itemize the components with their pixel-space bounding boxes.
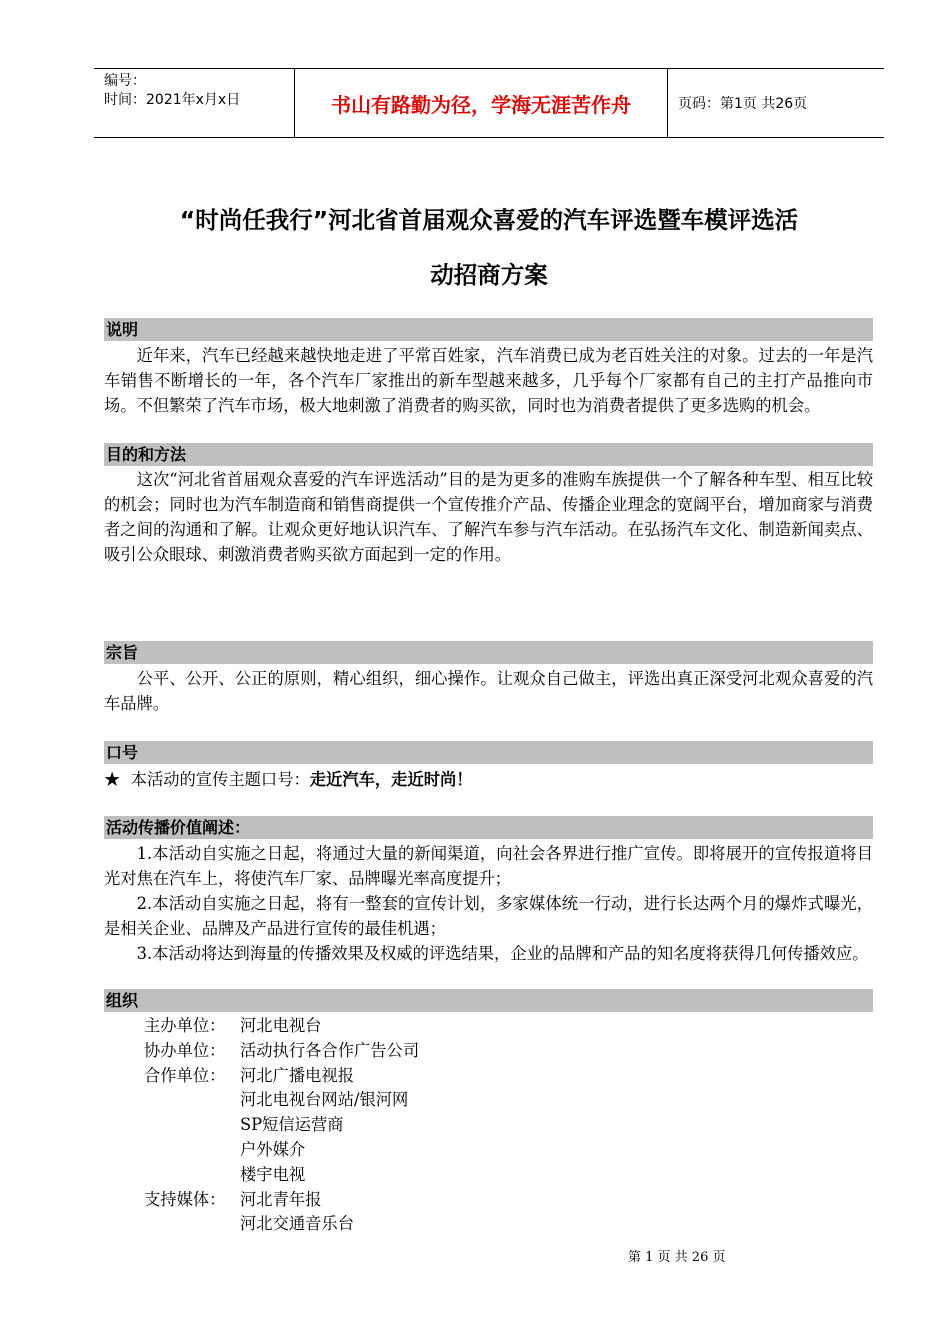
org-value: 河北交通音乐台 bbox=[240, 1214, 354, 1234]
section-text-value bbox=[104, 841, 873, 966]
document-title-line2: 动招商方案 bbox=[430, 261, 548, 289]
header-motto: 书山有路勤为径，学海无涯苦作舟 bbox=[331, 92, 631, 117]
document-header bbox=[94, 68, 884, 138]
org-label: 支持媒体： bbox=[144, 1189, 226, 1209]
intro-paragraph: 近年来，汽车已经越来越快地走进了平常百姓家，汽车消费已成为老百姓关注的对象。过去的一年是汽车销售不断增长的一年，各个汽车厂家推出的新车型越来越多，几乎每个厂家都有自己的主打产品推向市场。不但繁荣了汽车市场，极大地刺激了消费者的购买欲，同时也为消费者提供了更多选购的机会。 bbox=[104, 346, 873, 415]
document-title-line1: “时尚任我行”河北省首届观众喜爱的汽车评选暨车模评选活 bbox=[179, 206, 799, 234]
page-footer: 第 1 页 共 26 页 bbox=[628, 1250, 726, 1265]
section-text-tenet bbox=[104, 666, 873, 716]
value-item: 2.本活动自实施之日起，将有一整套的宣传计划，多家媒体统一行动，进行长达两个月的爆炸式曝光，是相关企业、品牌及产品进行宣传的最佳机遇； bbox=[104, 894, 873, 938]
tenet-paragraph: 公平、公开、公正的原则，精心组织，细心操作。让观众自己做主，评选出真正深受河北观众喜爱的汽车品牌。 bbox=[104, 669, 873, 713]
org-value: 户外媒介 bbox=[240, 1139, 306, 1159]
header-time-label: 时间：2021年x月x日 bbox=[104, 92, 241, 108]
org-label bbox=[144, 1138, 240, 1163]
section-text-intro bbox=[104, 343, 873, 418]
section-heading-slogan: 口号 bbox=[104, 741, 873, 764]
org-row bbox=[144, 1212, 419, 1237]
org-value: 楼宇电视 bbox=[240, 1164, 306, 1184]
header-divider bbox=[667, 69, 668, 137]
org-row bbox=[144, 1113, 419, 1138]
header-page-info: 页码：第1页 共26页 bbox=[678, 96, 808, 112]
org-row bbox=[144, 1138, 419, 1163]
section-heading-organization: 组织 bbox=[104, 989, 873, 1012]
org-label: 主办单位： bbox=[144, 1016, 226, 1035]
org-row bbox=[144, 1014, 419, 1039]
section-heading-intro: 说明 bbox=[104, 318, 873, 341]
purpose-paragraph: 这次“河北省首届观众喜爱的汽车评选活动”目的是为更多的准购车族提供一个了解各种车型、相互比较的机会；同时也为汽车制造商和销售商提供一个宣传推介产品、传播企业理念的宽阔平台，增加商家与消费者之间的沟通和了解。让观众更好地认识汽车、了解汽车参与汽车活动。在弘扬汽车文化、制造新闻卖点、吸引公众眼球、刺激消费者购买欲方面起到一定的作用。 bbox=[104, 470, 873, 564]
value-item: 1.本活动自实施之日起，将通过大量的新闻渠道，向社会各界进行推广宣传。即将展开的宣传报道将目光对焦在汽车上，将使汽车厂家、品牌曝光率高度提升； bbox=[104, 844, 873, 888]
slogan-text: 走近汽车，走近时尚！ bbox=[309, 770, 473, 789]
org-label bbox=[144, 1113, 240, 1138]
value-item: 3.本活动将达到海量的传播效果及权威的评选结果，企业的品牌和产品的知名度将获得几何传播效应。 bbox=[136, 944, 869, 963]
org-value: 河北电视台 bbox=[240, 1016, 322, 1035]
org-value: 活动执行各合作广告公司 bbox=[240, 1040, 420, 1060]
org-row bbox=[144, 1088, 419, 1113]
section-heading-tenet: 宗旨 bbox=[104, 641, 873, 664]
org-label bbox=[144, 1163, 240, 1188]
org-row bbox=[144, 1163, 419, 1188]
header-meta bbox=[94, 69, 294, 137]
org-label: 合作单位： bbox=[144, 1065, 226, 1085]
org-label: 协办单位： bbox=[144, 1040, 226, 1060]
section-text-purpose bbox=[104, 467, 873, 567]
org-value: 河北广播电视报 bbox=[240, 1065, 354, 1085]
organization-list bbox=[144, 1014, 419, 1237]
org-value: SP短信运营商 bbox=[240, 1115, 344, 1135]
org-row bbox=[144, 1039, 419, 1064]
org-value: 河北电视台网站/银河网 bbox=[240, 1090, 409, 1110]
section-heading-purpose: 目的和方法 bbox=[104, 443, 873, 466]
org-value: 河北青年报 bbox=[240, 1189, 322, 1209]
section-heading-value: 活动传播价值阐述： bbox=[104, 816, 873, 839]
star-icon: ★ bbox=[104, 770, 121, 789]
header-number-label: 编号： bbox=[104, 73, 146, 89]
org-label bbox=[144, 1212, 240, 1237]
slogan-line bbox=[104, 767, 473, 792]
org-row bbox=[144, 1064, 419, 1089]
org-row bbox=[144, 1188, 419, 1213]
org-label bbox=[144, 1088, 240, 1113]
slogan-prefix: 本活动的宣传主题口号： bbox=[130, 770, 310, 789]
